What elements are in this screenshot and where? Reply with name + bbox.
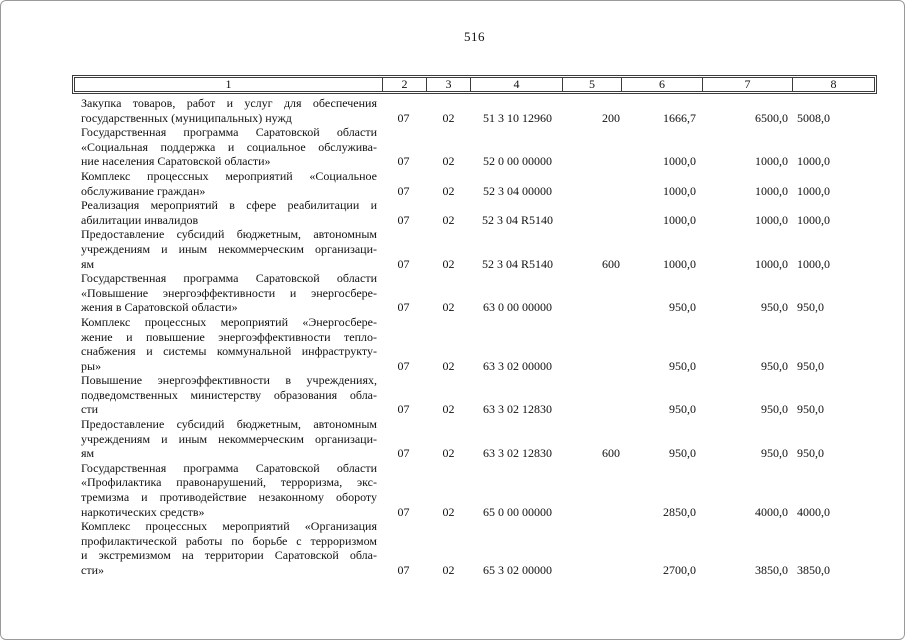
table-row <box>72 417 877 461</box>
program-name-cell <box>72 227 381 271</box>
podrazdel-code-cell: 02 <box>442 504 455 519</box>
program-name-line: ры» <box>81 358 102 373</box>
amount-cell-6: 1666,7 <box>663 110 696 125</box>
amount-cell-6: 2850,0 <box>663 504 696 519</box>
header-cell-7: 7 <box>702 77 793 92</box>
amount-cell-8: 1000,0 <box>797 256 830 271</box>
program-name-line: учреждениям и иным некоммерческим организаци- <box>81 431 377 446</box>
target-article-code-cell: 63 3 02 00000 <box>483 358 552 373</box>
table-row <box>72 227 877 271</box>
program-name-line: ям <box>81 446 95 461</box>
program-name-line: Государственная программа Саратовской области <box>81 271 377 286</box>
program-name-line: Комплекс процессных мероприятий «Энергосбере- <box>81 314 377 329</box>
podrazdel-code-cell: 02 <box>442 183 455 198</box>
program-name-line: ям <box>81 256 95 271</box>
program-name-line: наркотических средств» <box>81 504 205 519</box>
program-name-line: учреждениям и иным некоммерческим организаци- <box>81 241 377 256</box>
podrazdel-code-cell: 02 <box>442 358 455 373</box>
program-name-line: Реализация мероприятий в сфере реабилитации и <box>81 198 377 213</box>
podrazdel-code-cell: 02 <box>442 212 455 227</box>
header-cell-6: 6 <box>621 77 703 92</box>
razdel-code-cell: 07 <box>397 504 410 519</box>
table-header-row <box>72 75 877 94</box>
podrazdel-code-cell: 02 <box>442 110 455 125</box>
amount-cell-7: 4000,0 <box>755 504 788 519</box>
header-cell-1: 1 <box>74 77 383 92</box>
razdel-code-cell: 07 <box>397 154 410 169</box>
podrazdel-code-cell: 02 <box>442 446 455 461</box>
program-name-line: Предоставление субсидий бюджетным, автономным <box>81 227 377 242</box>
amount-cell-6: 2700,0 <box>663 563 696 577</box>
target-article-code-cell: 63 0 00 00000 <box>483 300 552 315</box>
header-cell-3: 3 <box>426 77 471 92</box>
program-name-line: Государственная программа Саратовской области <box>81 125 377 140</box>
program-name-line: Предоставление субсидий бюджетным, автономным <box>81 417 377 432</box>
amount-cell-8: 1000,0 <box>797 183 830 198</box>
table-row <box>72 519 877 577</box>
program-name-line: ние населения Саратовской области» <box>81 154 271 169</box>
target-article-code-cell: 51 3 10 12960 <box>483 110 552 125</box>
program-name-line: обслуживание граждан» <box>81 183 206 198</box>
program-name-cell <box>72 315 381 373</box>
program-name-line: подведомственных министерству образования обла- <box>81 387 377 402</box>
program-name-line: Комплекс процессных мероприятий «Организация <box>81 519 377 534</box>
podrazdel-code-cell: 02 <box>442 154 455 169</box>
amount-cell-6: 950,0 <box>669 402 696 417</box>
program-name-cell <box>72 519 381 577</box>
podrazdel-code-cell: 02 <box>442 402 455 417</box>
razdel-code-cell: 07 <box>397 446 410 461</box>
amount-cell-8: 4000,0 <box>797 504 830 519</box>
razdel-code-cell: 07 <box>397 110 410 125</box>
program-name-line: Закупка товаров, работ и услуг для обеспечения <box>81 96 377 110</box>
amount-cell-7: 1000,0 <box>755 256 788 271</box>
amount-cell-8: 950,0 <box>797 446 824 461</box>
target-article-code-cell: 65 3 02 00000 <box>483 563 552 577</box>
table-row <box>72 271 877 315</box>
podrazdel-code-cell: 02 <box>442 256 455 271</box>
program-name-line: снабжения и системы коммунальной инфраструкту- <box>81 344 377 359</box>
amount-cell-6: 1000,0 <box>663 183 696 198</box>
program-name-cell <box>72 96 381 125</box>
amount-cell-8: 1000,0 <box>797 154 830 169</box>
amount-cell-6: 1000,0 <box>663 212 696 227</box>
amount-cell-8: 950,0 <box>797 358 824 373</box>
amount-cell-6: 1000,0 <box>663 256 696 271</box>
program-name-cell <box>72 198 381 227</box>
target-article-code-cell: 65 0 00 00000 <box>483 504 552 519</box>
amount-cell-7: 6500,0 <box>755 110 788 125</box>
target-article-code-cell: 63 3 02 12830 <box>483 446 552 461</box>
amount-cell-7: 3850,0 <box>755 563 788 577</box>
target-article-code-cell: 52 3 04 R5140 <box>481 256 553 271</box>
razdel-code-cell: 07 <box>397 563 410 577</box>
program-name-cell <box>72 417 381 461</box>
amount-cell-8: 1000,0 <box>797 212 830 227</box>
header-cell-8: 8 <box>792 77 875 92</box>
program-name-line: профилактической работы по борьбе с терроризмом <box>81 533 377 548</box>
amount-cell-6: 1000,0 <box>663 154 696 169</box>
header-cell-5: 5 <box>562 77 622 92</box>
table-row <box>72 315 877 373</box>
amount-cell-7: 950,0 <box>761 358 788 373</box>
program-name-line: «Социальная поддержка и социальное обслужива- <box>81 139 377 154</box>
amount-cell-7: 950,0 <box>761 300 788 315</box>
program-name-line: Комплекс процессных мероприятий «Социальное <box>81 168 377 183</box>
program-name-cell <box>72 271 381 315</box>
amount-cell-7: 1000,0 <box>755 183 788 198</box>
table-body <box>72 94 877 578</box>
table-row <box>72 461 877 519</box>
podrazdel-code-cell: 02 <box>442 300 455 315</box>
expense-type-code-cell: 600 <box>602 256 620 271</box>
target-article-code-cell: 52 3 04 R5140 <box>481 212 553 227</box>
budget-table <box>72 75 877 578</box>
expense-type-code-cell: 200 <box>602 110 620 125</box>
table-row <box>72 96 877 125</box>
table-row <box>72 373 877 417</box>
amount-cell-7: 950,0 <box>761 402 788 417</box>
amount-cell-7: 950,0 <box>761 446 788 461</box>
amount-cell-6: 950,0 <box>669 300 696 315</box>
amount-cell-8: 950,0 <box>797 300 824 315</box>
amount-cell-8: 5008,0 <box>797 110 830 125</box>
program-name-line: «Профилактика правонарушений, терроризма, экс- <box>81 475 377 490</box>
program-name-line: сти <box>81 402 98 417</box>
razdel-code-cell: 07 <box>397 358 410 373</box>
expense-type-code-cell: 600 <box>602 446 620 461</box>
target-article-code-cell: 63 3 02 12830 <box>483 402 552 417</box>
target-article-code-cell: 52 3 04 00000 <box>483 183 552 198</box>
razdel-code-cell: 07 <box>397 256 410 271</box>
program-name-line: и экстремизмом на территории Саратовской обла- <box>81 548 377 563</box>
amount-cell-6: 950,0 <box>669 446 696 461</box>
table-row <box>72 125 877 169</box>
razdel-code-cell: 07 <box>397 212 410 227</box>
amount-cell-6: 950,0 <box>669 358 696 373</box>
program-name-line: государственных (муниципальных) нужд <box>81 110 292 125</box>
program-name-line: Государственная программа Саратовской области <box>81 460 377 475</box>
amount-cell-7: 1000,0 <box>755 212 788 227</box>
amount-cell-8: 3850,0 <box>797 563 830 577</box>
target-article-code-cell: 52 0 00 00000 <box>483 154 552 169</box>
program-name-line: Повышение энергоэффективности в учреждениях, <box>81 373 377 388</box>
razdel-code-cell: 07 <box>397 402 410 417</box>
program-name-line: абилитации инвалидов <box>81 212 199 227</box>
program-name-cell <box>72 373 381 417</box>
header-cell-4: 4 <box>470 77 563 92</box>
program-name-cell <box>72 461 381 519</box>
razdel-code-cell: 07 <box>397 183 410 198</box>
program-name-cell <box>72 125 381 169</box>
program-name-cell <box>72 169 381 198</box>
table-row <box>72 169 877 198</box>
table-row <box>72 198 877 227</box>
program-name-line: тремизма и противодействие незаконному обороту <box>81 490 377 505</box>
razdel-code-cell: 07 <box>397 300 410 315</box>
amount-cell-8: 950,0 <box>797 402 824 417</box>
program-name-line: «Повышение энергоэффективности и энергосбере- <box>81 285 377 300</box>
program-name-line: жения в Саратовской области» <box>81 300 238 315</box>
program-name-line: жение и повышение энергоэффективности тепло- <box>81 329 377 344</box>
header-cell-2: 2 <box>382 77 427 92</box>
podrazdel-code-cell: 02 <box>442 563 455 577</box>
program-name-line: сти» <box>81 563 104 577</box>
amount-cell-7: 1000,0 <box>755 154 788 169</box>
page-number: 516 <box>464 29 485 44</box>
